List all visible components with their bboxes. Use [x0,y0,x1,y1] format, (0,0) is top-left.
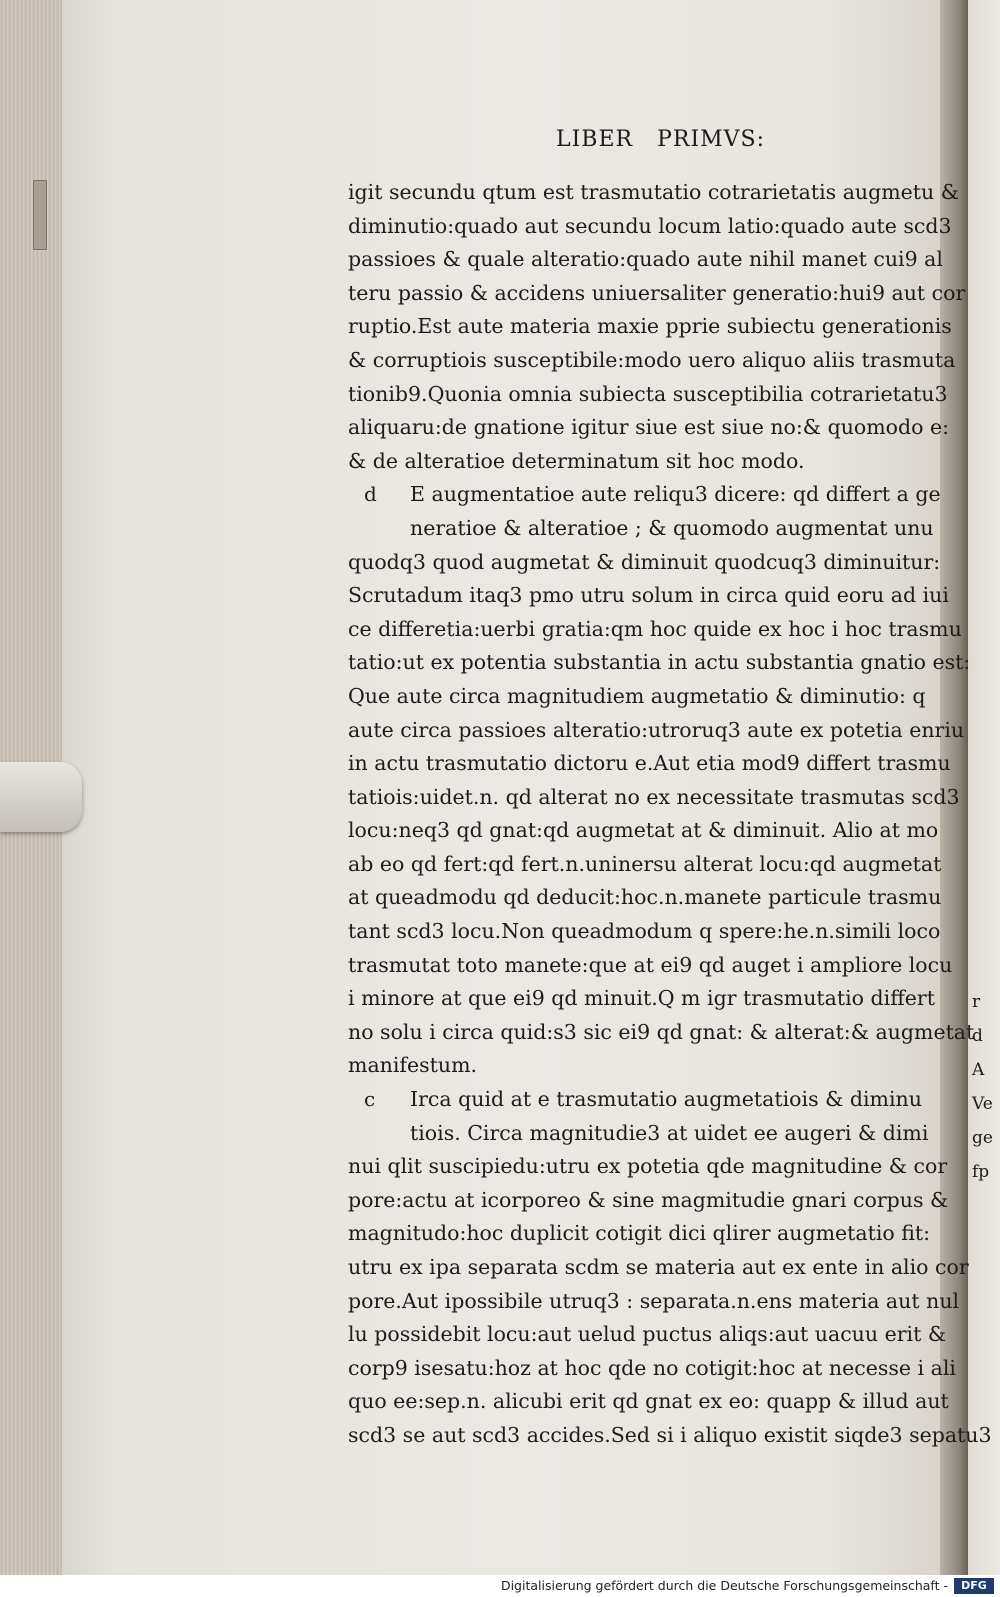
text-line-content: & corruptiois susceptibile:modo uero aliquo aliis trasmuta [348,347,956,372]
text-line-content: neratioe & alteratioe ; & quomodo augmentat unu [410,515,934,540]
text-line [348,747,951,781]
text-line-content: Irca quid at e trasmutatio augmetatiois & diminu [410,1087,922,1112]
text-line-content: manifestum. [348,1053,478,1078]
text-line-content: tatio:ut ex potentia substantia in actu substantia gnatio est: [348,650,971,675]
text-line-content: aute circa passioes alteratio:utroruq3 aute ex potetia enriu [348,717,965,742]
text-line [348,411,950,445]
text-line-content: no solu i circa quid:s3 sic ei9 qd gnat: & alterat:& augmetat [348,1019,975,1044]
text-line [348,1150,948,1184]
text-line [348,176,960,210]
footer-credit: Digitalisierung gefördert durch die Deutsche Forschungsgemeinschaft - [500,1578,948,1593]
text-line-content: diminutio:quado aut secundu locum latio:quado aute scd3 [348,213,952,238]
text-line [348,210,952,244]
dfg-logo: DFG [954,1578,994,1594]
text-line [348,1049,893,1083]
text-line [348,1419,992,1453]
text-line [348,848,942,882]
text-line [348,1285,960,1319]
text-line [348,646,971,680]
text-line [348,445,893,479]
section-marker: d [364,482,377,507]
text-line-content: teru passio & accidens uniuersaliter generatio:hui9 aut cor [348,280,966,305]
text-line-content: tatiois:uidet.n. qd alterat no ex necessitate trasmutas scd3 [348,784,960,809]
text-line [348,1352,956,1386]
footer-bar [0,1575,1000,1597]
text-line [348,378,948,412]
text-line-content: i minore at que ei9 qd minuit.Q m igr trasmutatio differt [348,986,935,1011]
text-line-content: igit secundu qtum est trasmutatio cotrarietatis augmetu & [348,180,960,204]
facing-page-fragment: A [972,1060,985,1080]
facing-page-fragment: r [972,992,981,1012]
text-line-content: locu:neq3 qd gnat:qd augmetat at & diminuit. Alio at mo [348,818,939,843]
text-line-content: quo ee:sep.n. alicubi erit qd gnat ex eo: quapp & illud aut [348,1389,949,1414]
text-line [348,310,952,344]
text-line [348,512,934,546]
text-line [348,1385,949,1419]
text-line-content: nui qlit suscipiedu:utru ex potetia qde magnitudine & cor [348,1154,948,1179]
book-clamp [0,762,82,832]
text-line [348,881,942,915]
text-line-content: magnitudo:hoc duplicit cotigit dici qlirer augmetatio fit: [348,1221,931,1246]
text-line-content: quodq3 quod augmetat & diminuit quodcuq3 diminuitur: [348,549,941,574]
text-line [348,613,962,647]
text-line [348,277,966,311]
text-line [348,344,956,378]
facing-page-fragment: ge [972,1128,993,1148]
text-line [348,680,926,714]
text-line [348,781,960,815]
text-line-content: pore.Aut ipossibile utruq3 : separata.n.ens materia aut nul [348,1288,960,1313]
text-line-content: passioes & quale alteratio:quado aute nihil manet cui9 al [348,247,943,272]
text-line [348,546,941,580]
text-line-content: trasmutat toto manete:que at ei9 qd auget i ampliore locu [348,952,953,977]
facing-page-fragment: fp [972,1162,990,1182]
text-line-content: Scrutadum itaq3 pmo utru solum in circa quid eoru ad iui [348,583,949,608]
facing-page-fragments [972,985,998,1189]
text-line [348,1083,922,1117]
text-line-content: at queadmodu qd deducit:hoc.n.manete particule trasmu [348,885,942,910]
text-line-content: tionib9.Quonia omnia subiecta susceptibilia cotrarietatu3 [348,381,948,406]
facing-page-fragment: d [972,1026,983,1046]
text-line-content: ruptio.Est aute materia maxie pprie subiectu generationis [348,314,952,339]
text-line [348,714,965,748]
text-line [348,814,939,848]
text-line [348,579,949,613]
running-head: LIBER PRIMVS: [556,127,766,152]
facing-page [968,0,1000,1575]
text-line-content: E augmentatioe aute reliqu3 dicere: qd differt a ge [410,482,941,507]
text-line [348,243,943,277]
text-line-content: lu possidebit locu:aut uelud puctus aliqs:aut uacuu erit & [348,1322,947,1347]
text-line [348,1184,949,1218]
text-line [348,949,953,983]
text-line [348,1251,969,1285]
text-line [348,1117,929,1151]
text-line-content: ab eo qd fert:qd fert.n.uninersu alterat locu:qd augmetat [348,851,942,876]
text-line-content: corp9 isesatu:hoz at hoc qde no cotigit:hoc at necesse i ali [348,1355,956,1380]
text-line-content: scd3 se aut scd3 accides.Sed si i aliquo existit siqde3 sepatu3 [348,1422,992,1447]
page-marker [33,180,47,250]
text-line [348,915,941,949]
text-line-content: aliquaru:de gnatione igitur siue est siue no:& quomodo e: [348,415,950,440]
text-line-content: & de alteratioe determinatum sit hoc modo. [348,448,805,473]
facing-page-fragment: Ve [972,1094,993,1114]
text-line-content: in actu trasmutatio dictoru e.Aut etia mod9 differt trasmu [348,751,951,776]
text-line-content: tiois. Circa magnitudie3 at uidet ee augeri & dimi [410,1120,929,1145]
text-line-content: tant scd3 locu.Non queadmodum q spere:he.n.simili loco [348,919,941,944]
text-line-content: pore:actu at icorporeo & sine magmitudie gnari corpus & [348,1187,949,1212]
text-line [348,1318,947,1352]
text-line [348,982,935,1016]
text-line [348,1016,975,1050]
text-line [348,1217,931,1251]
text-line-content: utru ex ipa separata scdm se materia aut ex ente in alio cor [348,1255,969,1279]
text-line [348,478,941,512]
text-line-content: ce differetia:uerbi gratia:qm hoc quide ex hoc i hoc trasmu [348,616,962,641]
text-line-content: Que aute circa magnitudiem augmetatio & diminutio: q [348,683,926,708]
section-marker: c [364,1087,376,1112]
